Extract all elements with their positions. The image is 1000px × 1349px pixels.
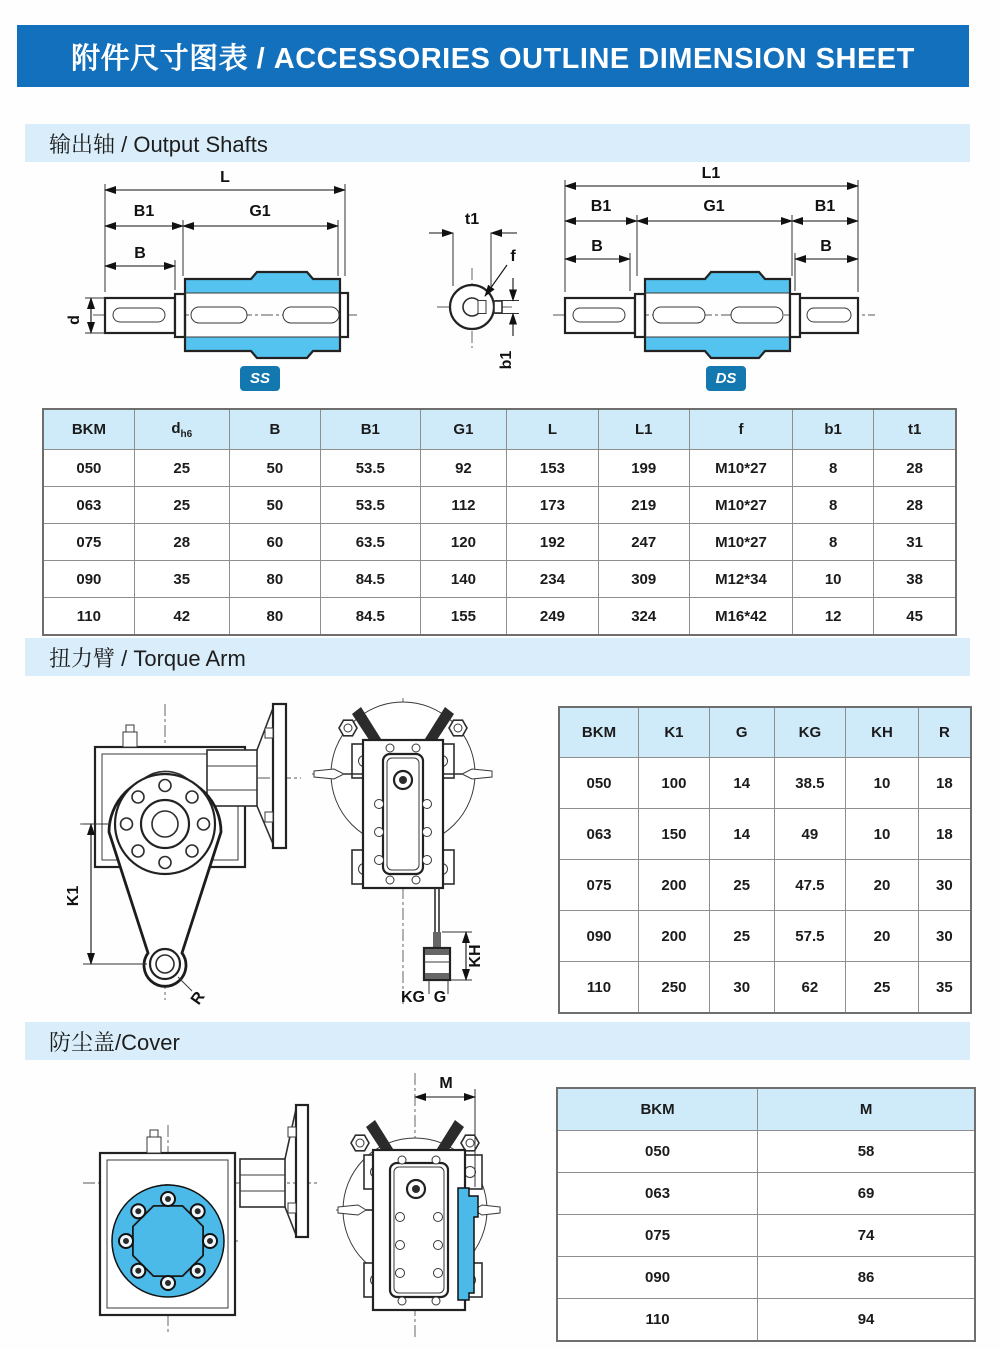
dim-label-l1: L1 bbox=[701, 166, 721, 182]
column-header: BKM bbox=[559, 707, 639, 758]
table-cell: 53.5 bbox=[321, 450, 421, 487]
dim-label-f: f bbox=[510, 248, 516, 265]
table-cell: 25 bbox=[134, 450, 229, 487]
dim-label-g: G bbox=[433, 989, 447, 1006]
table-cell: 35 bbox=[918, 962, 971, 1014]
dim-label-b: B bbox=[134, 245, 146, 262]
table-cell: 110 bbox=[43, 598, 134, 636]
table-cell: 42 bbox=[134, 598, 229, 636]
cover-table bbox=[556, 1087, 976, 1342]
dim-label-kg: KG bbox=[401, 989, 425, 1006]
table-cell: 192 bbox=[507, 524, 598, 561]
table-cell: 075 bbox=[559, 860, 639, 911]
table-cell: 110 bbox=[557, 1299, 758, 1342]
table-cell: 28 bbox=[134, 524, 229, 561]
table-cell: 8 bbox=[793, 487, 874, 524]
table-cell: 84.5 bbox=[321, 598, 421, 636]
table-cell: M12*34 bbox=[689, 561, 792, 598]
table-row bbox=[43, 524, 956, 561]
column-header: $d_{h6}$ bbox=[134, 409, 229, 450]
table-cell: 8 bbox=[793, 524, 874, 561]
table-cell: M10*27 bbox=[689, 524, 792, 561]
table-cell: 20 bbox=[846, 860, 919, 911]
table-cell: 063 bbox=[559, 809, 639, 860]
table-cell: 155 bbox=[420, 598, 507, 636]
torque-arm-table-wrap bbox=[558, 706, 972, 1014]
table-row bbox=[559, 809, 971, 860]
table-cell: 075 bbox=[43, 524, 134, 561]
ds-badge bbox=[706, 366, 746, 391]
table-cell: 173 bbox=[507, 487, 598, 524]
table-cell: 18 bbox=[918, 809, 971, 860]
table-cell: 80 bbox=[229, 598, 320, 636]
dim-label-r: R bbox=[188, 988, 209, 1009]
table-row bbox=[43, 598, 956, 636]
table-cell: 050 bbox=[43, 450, 134, 487]
column-header: R bbox=[918, 707, 971, 758]
section-torque-arm-header bbox=[25, 638, 970, 676]
table-cell: 30 bbox=[918, 911, 971, 962]
table-cell: 063 bbox=[557, 1173, 758, 1215]
table-header-row bbox=[43, 409, 956, 450]
table-cell: 110 bbox=[559, 962, 639, 1014]
table-cell: 25 bbox=[846, 962, 919, 1014]
table-cell: 8 bbox=[793, 450, 874, 487]
table-cell: 12 bbox=[793, 598, 874, 636]
table-cell: 30 bbox=[709, 962, 774, 1014]
table-cell: 30 bbox=[918, 860, 971, 911]
column-header: KH bbox=[846, 707, 919, 758]
column-header: b1 bbox=[793, 409, 874, 450]
table-row bbox=[559, 860, 971, 911]
table-cell: M10*27 bbox=[689, 487, 792, 524]
table-cell: 49 bbox=[774, 809, 846, 860]
table-cell: 050 bbox=[557, 1131, 758, 1173]
table-cell: 199 bbox=[598, 450, 689, 487]
table-cell: 25 bbox=[709, 911, 774, 962]
table-cell: 18 bbox=[918, 758, 971, 809]
table-cell: 090 bbox=[557, 1257, 758, 1299]
table-cell: 58 bbox=[758, 1131, 975, 1173]
table-cell: 28 bbox=[874, 487, 956, 524]
shaft-end-view-diagram bbox=[415, 166, 535, 396]
table-cell: 150 bbox=[639, 809, 710, 860]
dim-label-g1: G1 bbox=[249, 203, 271, 220]
table-row bbox=[557, 1299, 975, 1342]
column-header: K1 bbox=[639, 707, 710, 758]
table-cell: 20 bbox=[846, 911, 919, 962]
section-torque-arm-title: 扭力臂 / Torque Arm bbox=[49, 645, 246, 671]
dim-label-d: d bbox=[66, 315, 83, 325]
ss-badge-label: SS bbox=[249, 370, 270, 387]
ss-badge bbox=[240, 366, 280, 391]
table-cell: 090 bbox=[559, 911, 639, 962]
table-cell: 324 bbox=[598, 598, 689, 636]
table-row bbox=[559, 962, 971, 1014]
torque-arm-side-diagram bbox=[300, 692, 550, 1012]
table-cell: 10 bbox=[846, 758, 919, 809]
table-cell: 28 bbox=[874, 450, 956, 487]
table-cell: 25 bbox=[134, 487, 229, 524]
cover-table-wrap bbox=[556, 1087, 976, 1342]
table-cell: 50 bbox=[229, 450, 320, 487]
column-header: L bbox=[507, 409, 598, 450]
table-cell: 075 bbox=[557, 1215, 758, 1257]
cover-front-diagram bbox=[55, 1075, 325, 1345]
page-title-text: 附件尺寸图表 / ACCESSORIES OUTLINE DIMENSION SHEET bbox=[71, 42, 915, 75]
table-cell: 090 bbox=[43, 561, 134, 598]
table-cell: 200 bbox=[639, 860, 710, 911]
table-cell: 14 bbox=[709, 809, 774, 860]
table-cell: 92 bbox=[420, 450, 507, 487]
table-cell: 84.5 bbox=[321, 561, 421, 598]
table-cell: M16*42 bbox=[689, 598, 792, 636]
dim-label-b1-left: B1 bbox=[590, 198, 612, 215]
section-output-shafts-header bbox=[25, 124, 970, 162]
table-header-row bbox=[557, 1088, 975, 1131]
dim-label-kh: KH bbox=[467, 944, 484, 968]
section-cover-title: 防尘盖/Cover bbox=[49, 1029, 180, 1055]
table-header-row bbox=[559, 707, 971, 758]
table-cell: 063 bbox=[43, 487, 134, 524]
dim-label-t1: t1 bbox=[464, 211, 480, 228]
section-cover-header bbox=[25, 1022, 970, 1060]
table-cell: 249 bbox=[507, 598, 598, 636]
table-row bbox=[557, 1173, 975, 1215]
table-cell: 250 bbox=[639, 962, 710, 1014]
dim-label-k1: K1 bbox=[65, 885, 82, 907]
table-cell: 74 bbox=[758, 1215, 975, 1257]
cover-side-diagram bbox=[330, 1065, 545, 1345]
column-header: f bbox=[689, 409, 792, 450]
table-cell: 62 bbox=[774, 962, 846, 1014]
table-cell: 25 bbox=[709, 860, 774, 911]
table-row bbox=[559, 758, 971, 809]
table-cell: 050 bbox=[559, 758, 639, 809]
ss-shaft-diagram bbox=[55, 166, 415, 396]
torque-arm-front-diagram bbox=[55, 692, 305, 1012]
table-row bbox=[557, 1215, 975, 1257]
table-cell: 112 bbox=[420, 487, 507, 524]
table-cell: 200 bbox=[639, 911, 710, 962]
table-cell: 31 bbox=[874, 524, 956, 561]
section-output-shafts-title: 输出轴 / Output Shafts bbox=[49, 131, 268, 157]
table-cell: 35 bbox=[134, 561, 229, 598]
table-cell: 94 bbox=[758, 1299, 975, 1342]
table-cell: 86 bbox=[758, 1257, 975, 1299]
table-cell: 120 bbox=[420, 524, 507, 561]
column-header: G bbox=[709, 707, 774, 758]
table-cell: 219 bbox=[598, 487, 689, 524]
column-header: BKM bbox=[557, 1088, 758, 1131]
table-cell: 10 bbox=[846, 809, 919, 860]
column-header: t1 bbox=[874, 409, 956, 450]
table-cell: 140 bbox=[420, 561, 507, 598]
table-row bbox=[43, 561, 956, 598]
table-row bbox=[559, 911, 971, 962]
torque-arm-table bbox=[558, 706, 972, 1014]
table-cell: 10 bbox=[793, 561, 874, 598]
page-title bbox=[17, 25, 969, 87]
ds-shaft-diagram bbox=[545, 166, 915, 396]
table-cell: 69 bbox=[758, 1173, 975, 1215]
column-header: B bbox=[229, 409, 320, 450]
output-shafts-table-wrap bbox=[42, 408, 957, 636]
dim-label-g1-ds: G1 bbox=[703, 198, 725, 215]
table-cell: 38 bbox=[874, 561, 956, 598]
output-shafts-table bbox=[42, 408, 957, 636]
table-row bbox=[43, 450, 956, 487]
table-cell: 153 bbox=[507, 450, 598, 487]
ds-badge-label: DS bbox=[715, 370, 737, 387]
dim-label-m: M bbox=[439, 1075, 453, 1092]
table-cell: 247 bbox=[598, 524, 689, 561]
table-cell: 63.5 bbox=[321, 524, 421, 561]
table-cell: 38.5 bbox=[774, 758, 846, 809]
table-cell: 45 bbox=[874, 598, 956, 636]
table-cell: 47.5 bbox=[774, 860, 846, 911]
table-row bbox=[557, 1131, 975, 1173]
table-cell: 80 bbox=[229, 561, 320, 598]
dim-label-l: L bbox=[220, 169, 230, 186]
table-cell: 57.5 bbox=[774, 911, 846, 962]
dim-label-b1: B1 bbox=[133, 203, 155, 220]
table-cell: 53.5 bbox=[321, 487, 421, 524]
table-cell: 14 bbox=[709, 758, 774, 809]
table-cell: 100 bbox=[639, 758, 710, 809]
column-header: B1 bbox=[321, 409, 421, 450]
table-cell: M10*27 bbox=[689, 450, 792, 487]
table-row bbox=[43, 487, 956, 524]
table-row bbox=[557, 1257, 975, 1299]
dim-label-b-right: B bbox=[820, 238, 832, 255]
table-cell: 50 bbox=[229, 487, 320, 524]
dim-label-b1-end: b1 bbox=[498, 350, 515, 370]
dim-label-b1-right: B1 bbox=[814, 198, 836, 215]
column-header: M bbox=[758, 1088, 975, 1131]
column-header: BKM bbox=[43, 409, 134, 450]
column-header: L1 bbox=[598, 409, 689, 450]
table-cell: 234 bbox=[507, 561, 598, 598]
table-cell: 60 bbox=[229, 524, 320, 561]
column-header: G1 bbox=[420, 409, 507, 450]
dim-label-b-left: B bbox=[591, 238, 603, 255]
table-cell: 309 bbox=[598, 561, 689, 598]
column-header: KG bbox=[774, 707, 846, 758]
